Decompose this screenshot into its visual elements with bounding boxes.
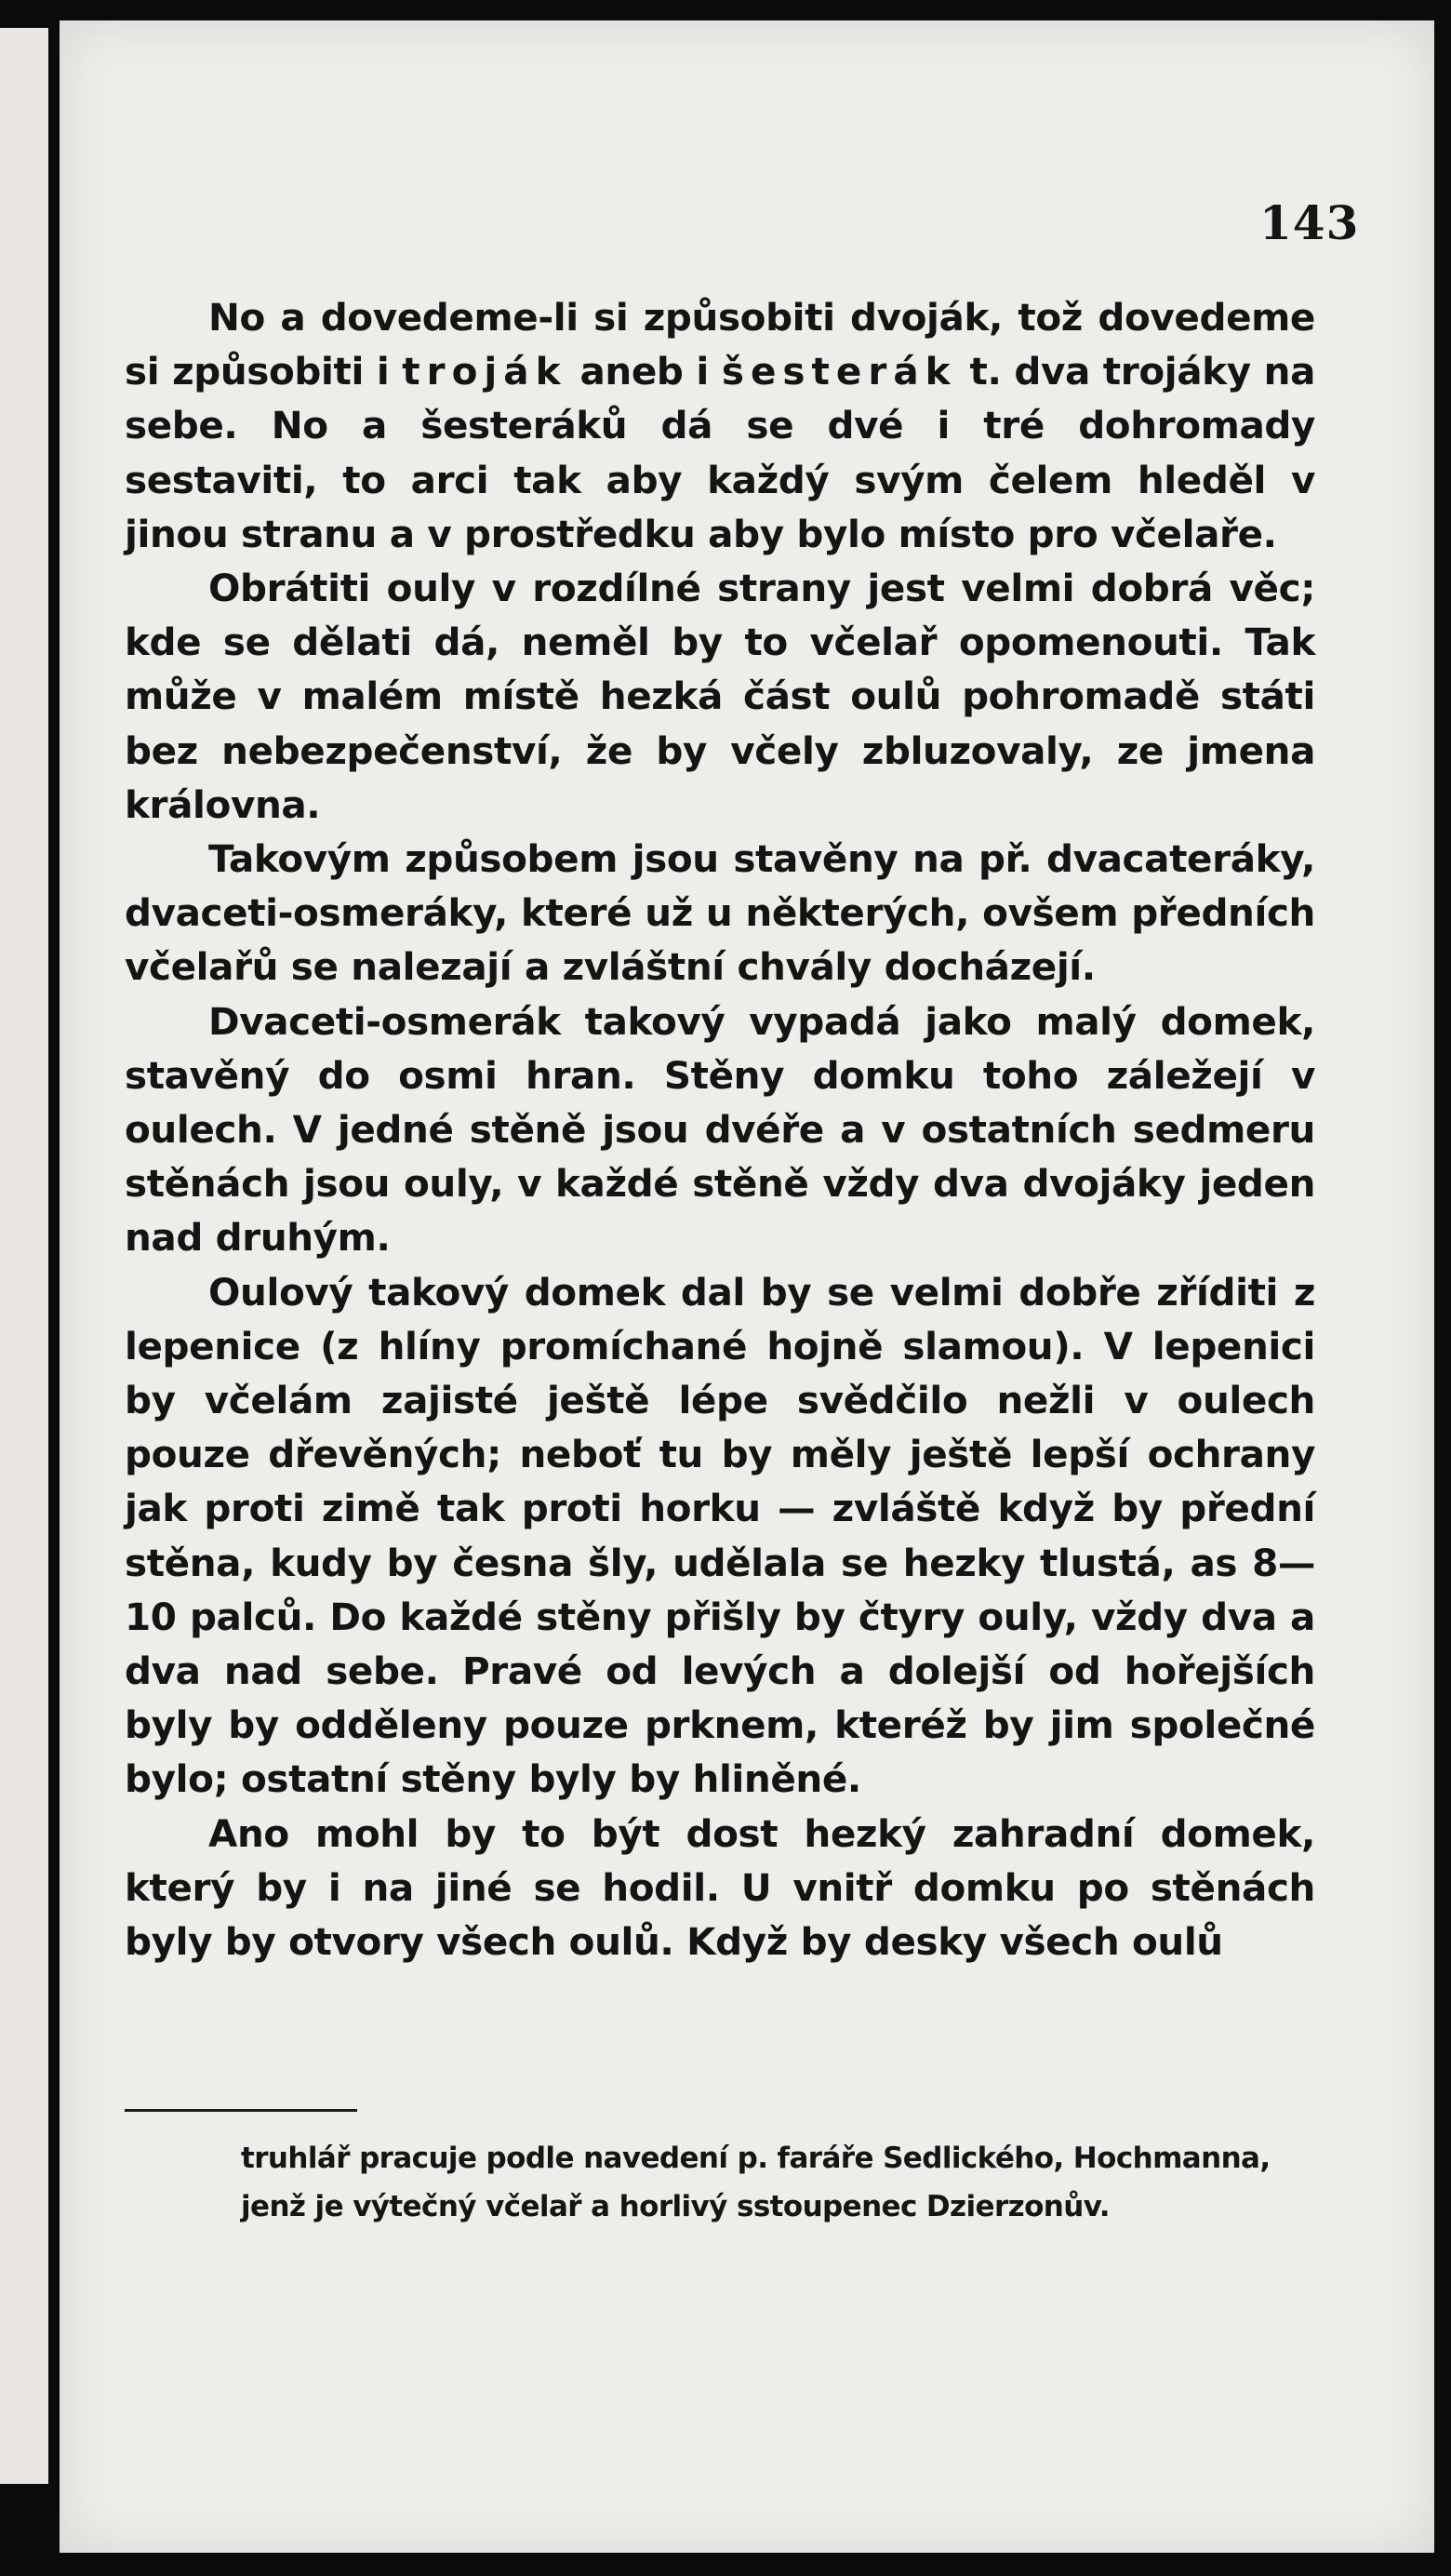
footnote-divider: [125, 2109, 357, 2112]
body-text: [125, 290, 1315, 1969]
paragraph-5: Oulový takový domek dal by se velmi dobře zříditi z lepenice (z hlíny promíchané hojně slamou). V lepenici by včelám zajisté ještě lépe svědčilo nežli v oulech pouze dřevěných; neboť tu by měly ještě lepší ochrany jak proti zimě tak proti horku — zvláště když by přední stěna, kudy by česna šly, udělala se hezky tlustá, as 8—10 palců. Do každé stěny přišly by čtyry ouly, vždy dva a dva nad sebe. Pravé od levých a dolejší od hořejších byly by odděleny pouze prknem, kteréž by jim společné bylo; ostatní stěny byly by hliněné.: [125, 1269, 1315, 1802]
footnote-text: truhlář pracuje podle navedení p. faráře Sedlického, Hochmanna, jenž je výtečný včelař a horlivý sstoupenec Dzierzonův.: [241, 2142, 1271, 2223]
paragraph-3: Takovým způsobem jsou stavěny na př. dvacateráky, dvaceti-osmeráky, které už u některých, ovšem předních včelařů se nalezají a zvláštní chvály docházejí.: [125, 836, 1315, 990]
paragraph-4: Dvaceti-osmerák takový vypadá jako malý domek, stavěný do osmi hran. Stěny domku toho záležejí v oulech. V jedné stěně jsou dvéře a v ostatních sedmeru stěnách jsou ouly, v každé stěně vždy dva dvojáky jeden nad druhým.: [125, 998, 1315, 1261]
paragraph-1-text-c: t. dva trojáky na sebe. No a šesteráků dá se dvé i tré dohromady sestaviti, to arci tak aby každý svým čelem hleděl v jinou stranu a v prostředku aby bylo místo pro včelaře.: [125, 349, 1315, 556]
paragraph-1: [125, 290, 1315, 561]
book-page: [60, 20, 1434, 2553]
paragraph-1-text-b: aneb i: [566, 349, 722, 394]
paragraph-6: Ano mohl by to být dost hezký zahradní domek, který by i na jiné se hodil. U vnitř domku po stěnách byly by otvory všech oulů. Když by desky všech oulů: [125, 1810, 1315, 1965]
footnote: [125, 2134, 1315, 2231]
paragraph-1-text-a: No a dovedeme-li si způsobiti dvoják, tož dovedeme si způsobiti i: [125, 295, 1315, 394]
previous-page-edge: [0, 28, 48, 2484]
page-number: 143: [1259, 195, 1360, 250]
paragraph-2: Obrátiti ouly v rozdílné strany jest velmi dobrá věc; kde se dělati dá, neměl by to včelař opomenouti. Tak může v malém místě hezká část oulů pohromadě státi bez nebezpečenství, že by včely zbluzovaly, ze jmena královna.: [125, 566, 1315, 827]
term-sesterak: šesterák: [721, 349, 957, 394]
term-trojak: troják: [402, 349, 567, 394]
